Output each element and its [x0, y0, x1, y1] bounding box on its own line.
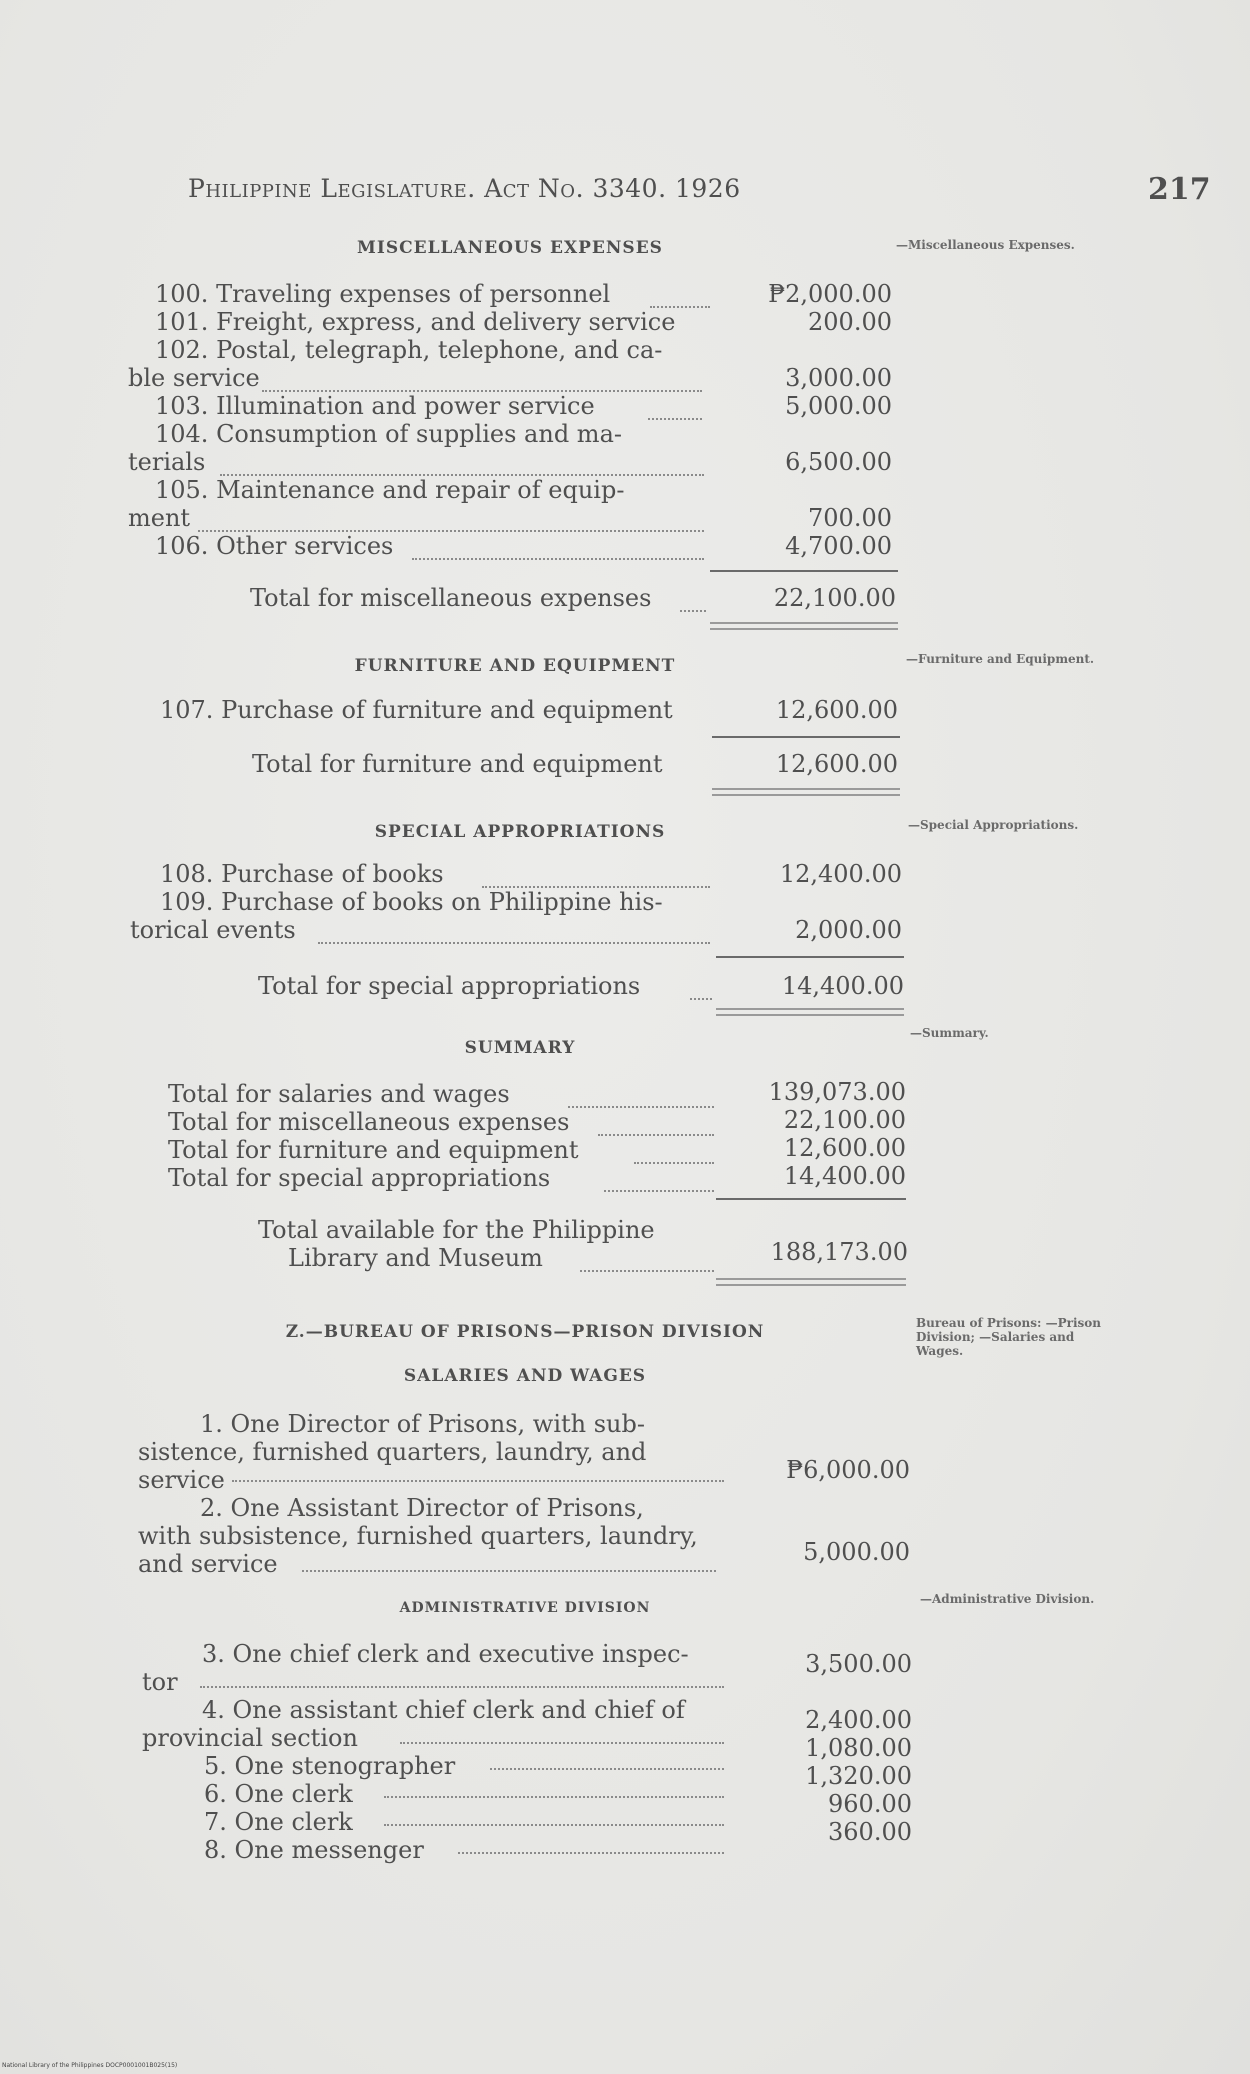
- item-1: 1. One Director of Prisons, with sub-: [200, 1410, 645, 1438]
- item-106: 106. Other services: [155, 532, 394, 560]
- leader: [568, 1106, 714, 1108]
- margin-note-summary: —Summary.: [910, 1026, 989, 1040]
- item-2: 2. One Assistant Director of Prisons,: [200, 1494, 644, 1522]
- item-1-cont: sistence, furnished quarters, laundry, and: [138, 1438, 647, 1466]
- margin-note-furniture: —Furniture and Equipment.: [906, 652, 1095, 666]
- leader: [490, 1768, 724, 1770]
- item-3: 3. One chief clerk and executive inspec-: [202, 1640, 689, 1668]
- margin-note-misc: —Miscellaneous Expenses.: [896, 238, 1075, 252]
- item-107: 107. Purchase of furniture and equipment: [160, 696, 673, 724]
- grand-total: 188,173.00: [770, 1238, 908, 1266]
- total-furniture: 12,600.00: [775, 750, 898, 778]
- item-6: 6. One clerk: [204, 1780, 353, 1808]
- section-heading-furniture: FURNITURE AND EQUIPMENT: [354, 656, 676, 676]
- running-title: Philippine Legislature. Act No. 3340. 1926: [188, 174, 741, 203]
- total-special: 14,400.00: [781, 972, 904, 1000]
- amount-109: 2,000.00: [795, 916, 902, 944]
- item-108: 108. Purchase of books: [160, 860, 444, 888]
- amount-4: 2,400.00: [805, 1706, 912, 1734]
- amount-3: 3,500.00: [805, 1650, 912, 1678]
- leader: [680, 610, 706, 612]
- item-104-cont: terials: [128, 448, 206, 476]
- leader: [604, 1190, 714, 1192]
- scan-credit: National Library of the Philippines DOCP0001001B025(15): [2, 2062, 178, 2069]
- double-rule: [716, 1278, 906, 1286]
- leader: [400, 1742, 724, 1744]
- item-100: 100. Traveling expenses of personnel: [155, 280, 611, 308]
- double-rule: [710, 622, 898, 630]
- section-heading-summary: SUMMARY: [464, 1038, 576, 1058]
- amount-103: 5,000.00: [785, 392, 892, 420]
- amount-104: 6,500.00: [785, 448, 892, 476]
- amount-6: 1,320.00: [805, 1762, 912, 1790]
- page-number: 217: [1148, 172, 1211, 207]
- amount-5: 1,080.00: [805, 1734, 912, 1762]
- subtotal-rule: [716, 1198, 906, 1200]
- leader: [200, 1686, 724, 1688]
- amount-108: 12,400.00: [779, 860, 902, 888]
- summary-special: Total for special appropriations: [168, 1164, 551, 1192]
- amount-8: 360.00: [828, 1818, 912, 1846]
- double-rule: [716, 1008, 904, 1016]
- item-8: 8. One messenger: [204, 1836, 424, 1864]
- item-105-cont: ment: [128, 504, 191, 532]
- item-104: 104. Consumption of supplies and ma-: [155, 420, 622, 448]
- amount-1: ₱6,000.00: [786, 1456, 910, 1484]
- subtotal-rule: [710, 570, 898, 572]
- summary-furniture: Total for furniture and equipment: [168, 1136, 579, 1164]
- leader: [690, 998, 712, 1000]
- leader: [458, 1852, 724, 1854]
- total-misc-label: Total for miscellaneous expenses: [250, 584, 652, 612]
- total-special-label: Total for special appropriations: [258, 972, 641, 1000]
- item-1-cont2: service: [138, 1466, 225, 1494]
- margin-note-prisons: Bureau of Prisons: —Prison Division; —Salaries and Wages.: [916, 1316, 1101, 1358]
- item-7: 7. One clerk: [204, 1808, 353, 1836]
- amount-106: 4,700.00: [785, 532, 892, 560]
- double-rule: [712, 788, 900, 796]
- summary-misc: Total for miscellaneous expenses: [168, 1108, 570, 1136]
- subtotal-rule: [712, 736, 900, 738]
- grand-total-label: Total available for the Philippine: [258, 1216, 655, 1244]
- section-heading-misc: MISCELLANEOUS EXPENSES: [357, 238, 663, 258]
- item-103: 103. Illumination and power service: [155, 392, 595, 420]
- total-misc: 22,100.00: [773, 584, 896, 612]
- section-heading-prisons: Z.—BUREAU OF PRISONS—PRISON DIVISION: [285, 1322, 765, 1342]
- margin-note-admin: —Administrative Division.: [920, 1592, 1095, 1606]
- amount-102: 3,000.00: [785, 364, 892, 392]
- item-109: 109. Purchase of books on Philippine his-: [160, 888, 663, 916]
- grand-total-label-cont: Library and Museum: [288, 1244, 543, 1272]
- section-heading-admin: ADMINISTRATIVE DIVISION: [399, 1600, 651, 1616]
- section-heading-special: SPECIAL APPROPRIATIONS: [374, 822, 666, 842]
- amount-100: ₱2,000.00: [768, 280, 892, 308]
- amount-2: 5,000.00: [803, 1538, 910, 1566]
- section-subheading-salaries: SALARIES AND WAGES: [403, 1366, 647, 1386]
- item-2-cont: with subsistence, furnished quarters, laundry,: [138, 1522, 698, 1550]
- item-101: 101. Freight, express, and delivery service: [155, 308, 676, 336]
- item-105: 105. Maintenance and repair of equip-: [155, 476, 625, 504]
- item-4: 4. One assistant chief clerk and chief of: [202, 1696, 685, 1724]
- leader: [634, 1162, 714, 1164]
- item-102: 102. Postal, telegraph, telephone, and ca-: [155, 336, 663, 364]
- item-109-cont: torical events: [130, 916, 296, 944]
- leader: [318, 942, 710, 944]
- item-2-cont2: and service: [138, 1550, 278, 1578]
- item-4-cont: provincial section: [142, 1724, 358, 1752]
- item-102-cont: ble service: [128, 364, 260, 392]
- leader: [384, 1824, 724, 1826]
- leader: [412, 558, 704, 560]
- leader: [302, 1570, 716, 1572]
- amount-7: 960.00: [828, 1790, 912, 1818]
- item-5: 5. One stenographer: [204, 1752, 456, 1780]
- leader: [648, 418, 702, 420]
- leader: [232, 1480, 724, 1482]
- amount-107: 12,600.00: [775, 696, 898, 724]
- summary-furniture-amount: 12,600.00: [783, 1134, 906, 1162]
- leader: [598, 1134, 714, 1136]
- summary-special-amount: 14,400.00: [783, 1162, 906, 1190]
- amount-101: 200.00: [808, 308, 892, 336]
- amount-105: 700.00: [808, 504, 892, 532]
- subtotal-rule: [716, 956, 904, 958]
- leader: [580, 1270, 714, 1272]
- summary-salaries: Total for salaries and wages: [168, 1080, 510, 1108]
- margin-note-special: —Special Appropriations.: [908, 818, 1079, 832]
- leader: [384, 1796, 724, 1798]
- summary-misc-amount: 22,100.00: [783, 1106, 906, 1134]
- item-3-cont: tor: [142, 1668, 178, 1696]
- total-furniture-label: Total for furniture and equipment: [252, 750, 663, 778]
- summary-salaries-amount: 139,073.00: [768, 1078, 906, 1106]
